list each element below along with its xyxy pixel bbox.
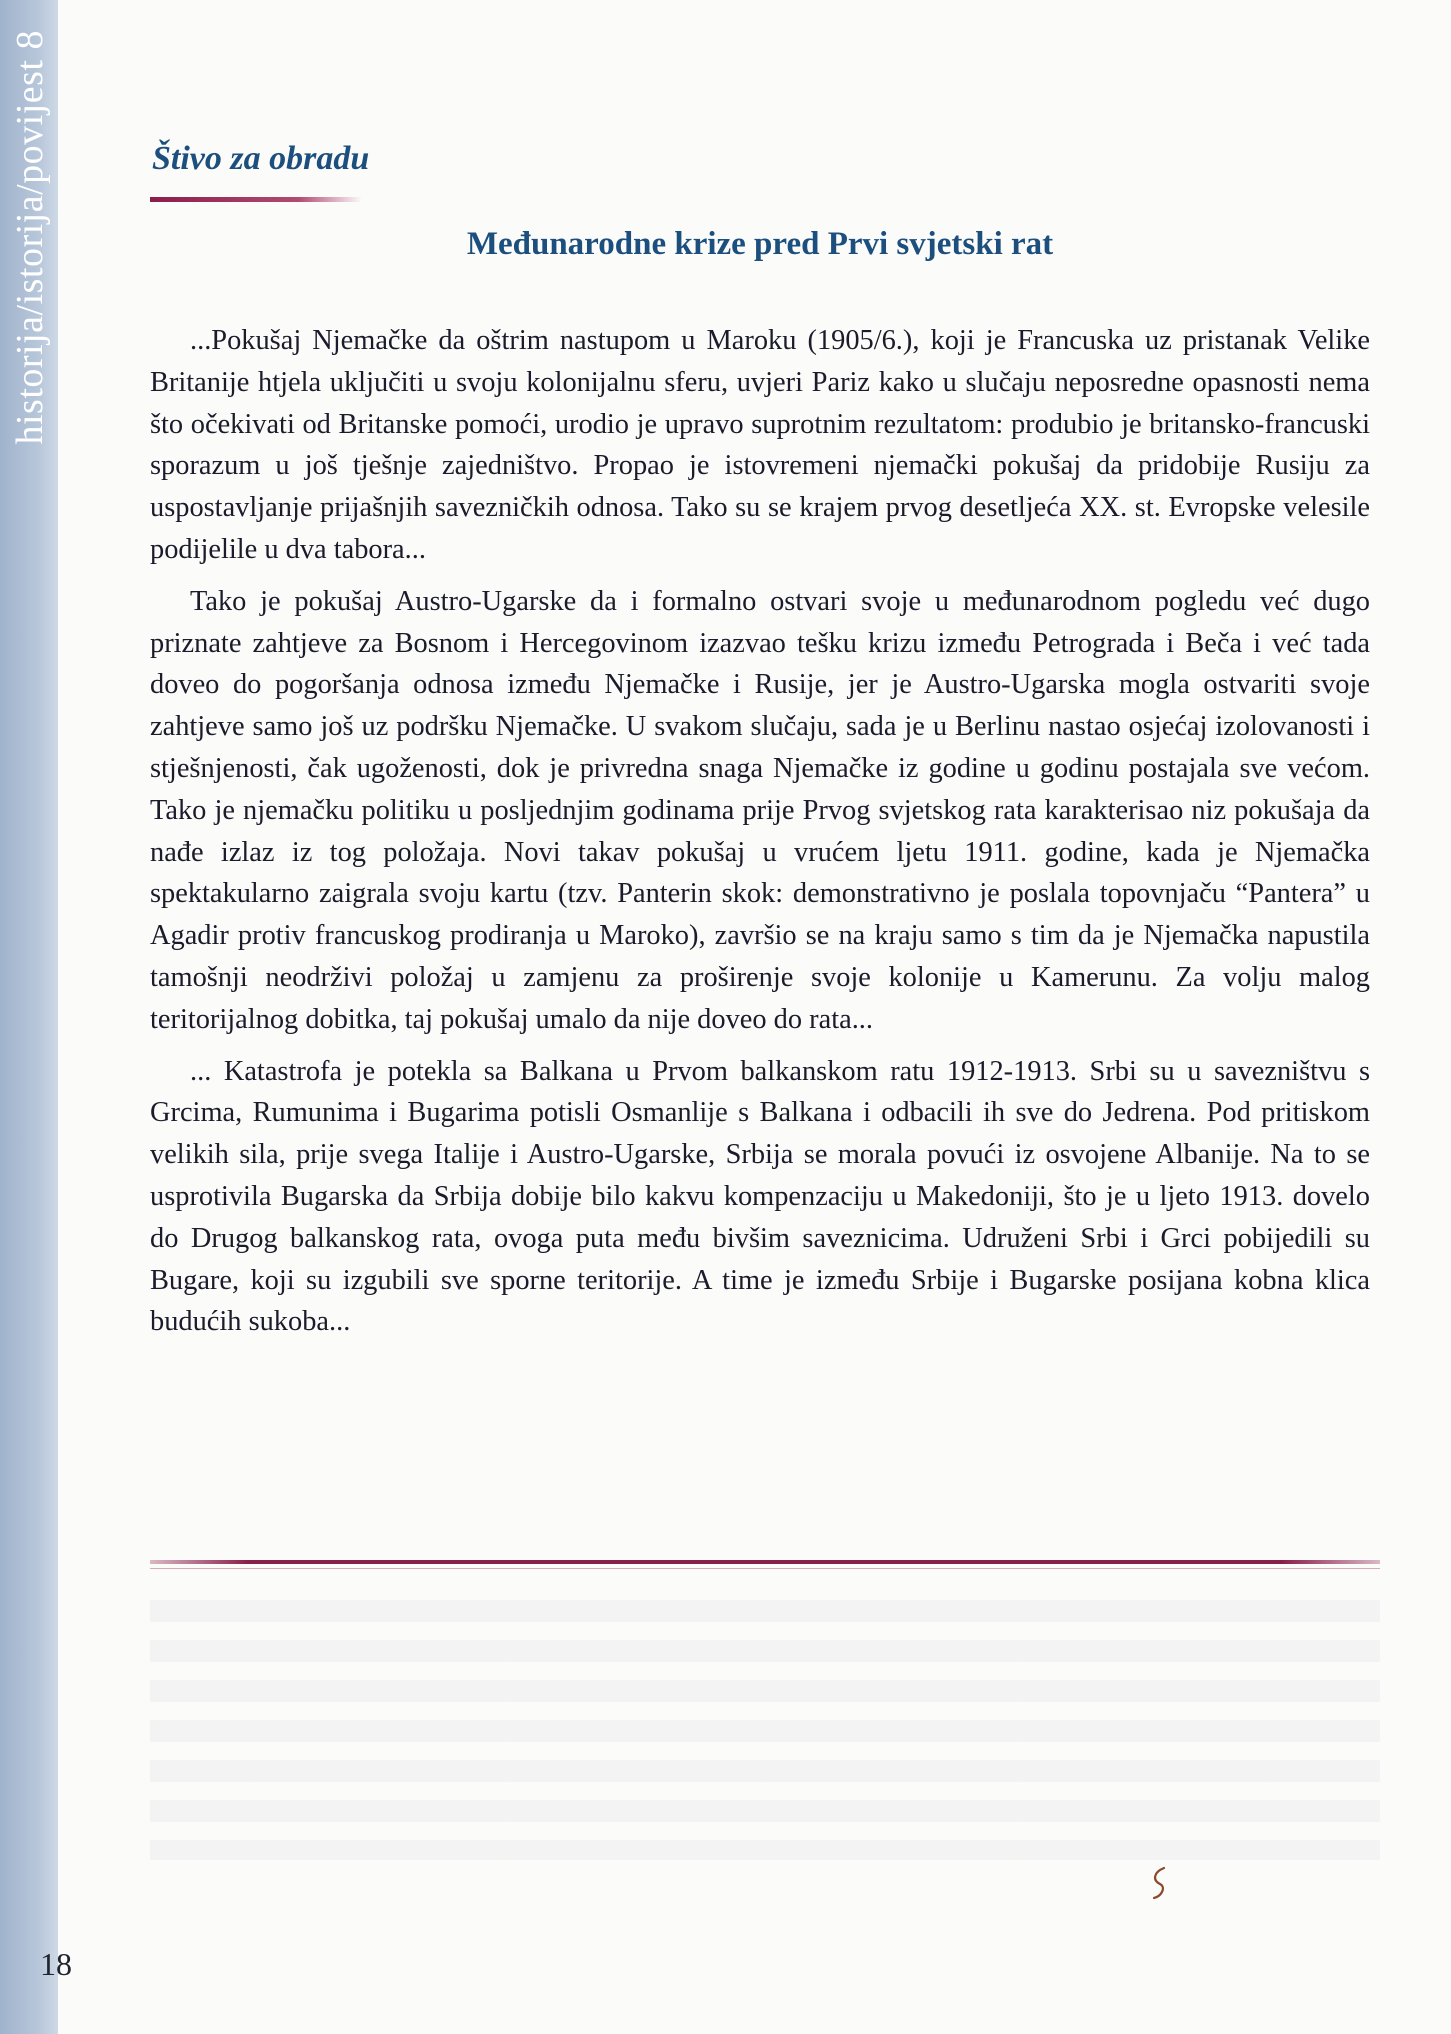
paragraph: ...Pokušaj Njemačke da oštrim nastupom u Maroku (1905/6.), koji je Francuska uz pristanak Velike Britanije htjela uključiti u svoju kolonijalnu sferu, uvjeri Pariz kako u slučaju neposredne opasnosti nema što očekivati od Britanske pomoći, urodio je upravo suprotnim rezultatom: produbio je britansko-francuski sporazum u još tješnje zajedništvo. Propao je istovremeni njemački pokušaj da pridobije Rusiju za uspostavljanje prijašnjih savezničkih odnosa. Tako su se krajem prvog desetljeća XX. st. Evropske velesile podijelile u dva tabora...	[150, 325, 1370, 565]
bottom-divider-thin	[150, 1568, 1380, 1569]
article-body	[150, 320, 1370, 1353]
article-title: Međunarodne krize pred Prvi svjetski rat	[466, 226, 1054, 262]
title-underline	[150, 197, 362, 202]
section-title: Štivo za obradu	[152, 140, 370, 177]
paragraph: Tako je pokušaj Austro-Ugarske da i formalno ostvari svoje u međunarodnom pogledu već dugo priznate zahtjeve za Bosnom i Hercegovinom izazvao tešku krizu između Petrograda i Beča i već tada doveo do pogoršanja odnosa između Njemačke i Rusije, jer je Austro-Ugarska mogla ostvariti svoje zahtjeve samo još uz podršku Njemačke. U svakom slučaju, sada je u Berlinu nastao osjećaj izolovanosti i stješnjenosti, čak ugoženosti, dok je privredna snaga Njemačke iz godine u godinu postajala sve većom. Tako je njemačku politiku u posljednjim godinama prije Prvog svjetskog rata karakterisao niz pokušaja da nađe izlaz iz tog položaja. Novi takav pokušaj u vrućem ljetu 1911. godine, kada je Njemačka spektakularno zaigrala svoju kartu (tzv. Panterin skok: demonstrativno je poslala topovnjaču “Pantera” u Agadir protiv francuskog prodiranja u Maroko), završio se na kraju samo s tim da je Njemačka napustila tamošnji neodrživi položaj u zamjenu za proširenje svoje kolonije u Kamerunu. Za volju malog teritorijalnog dobitka, taj pokušaj umalo da nije doveo do rata...	[150, 585, 1370, 1035]
page-number: 18	[40, 1946, 72, 1982]
pen-mark-icon	[1148, 1864, 1172, 1904]
bottom-divider	[150, 1560, 1380, 1564]
sidebar-band	[0, 0, 58, 2034]
show-through-text	[150, 1600, 1380, 1860]
paragraph: ... Katastrofa je potekla sa Balkana u Prvom balkanskom ratu 1912-1913. Srbi su u savezništvu s Grcima, Rumunima i Bugarima potisli Osmanlije s Balkana i odbacili ih sve do Jedrena. Pod pritiskom velikih sila, prije svega Italije i Austro-Ugarske, Srbija se morala povući iz osvojene Albanije. Na to se usprotivila Bugarska da Srbija dobije bilo kakvu kompenzaciju u Makedoniji, što je u ljeto 1913. dovelo do Drugog balkanskog rata, ovoga puta među bivšim saveznicima. Udruženi Srbi i Grci pobijedili su Bugare, koji su izgubili sve sporne teritorije. A time je između Srbije i Bugarske posijana kobna klica budućih sukoba...	[150, 1055, 1370, 1338]
sidebar-subject-label: historija/istorija/povijest 8	[9, 30, 51, 445]
